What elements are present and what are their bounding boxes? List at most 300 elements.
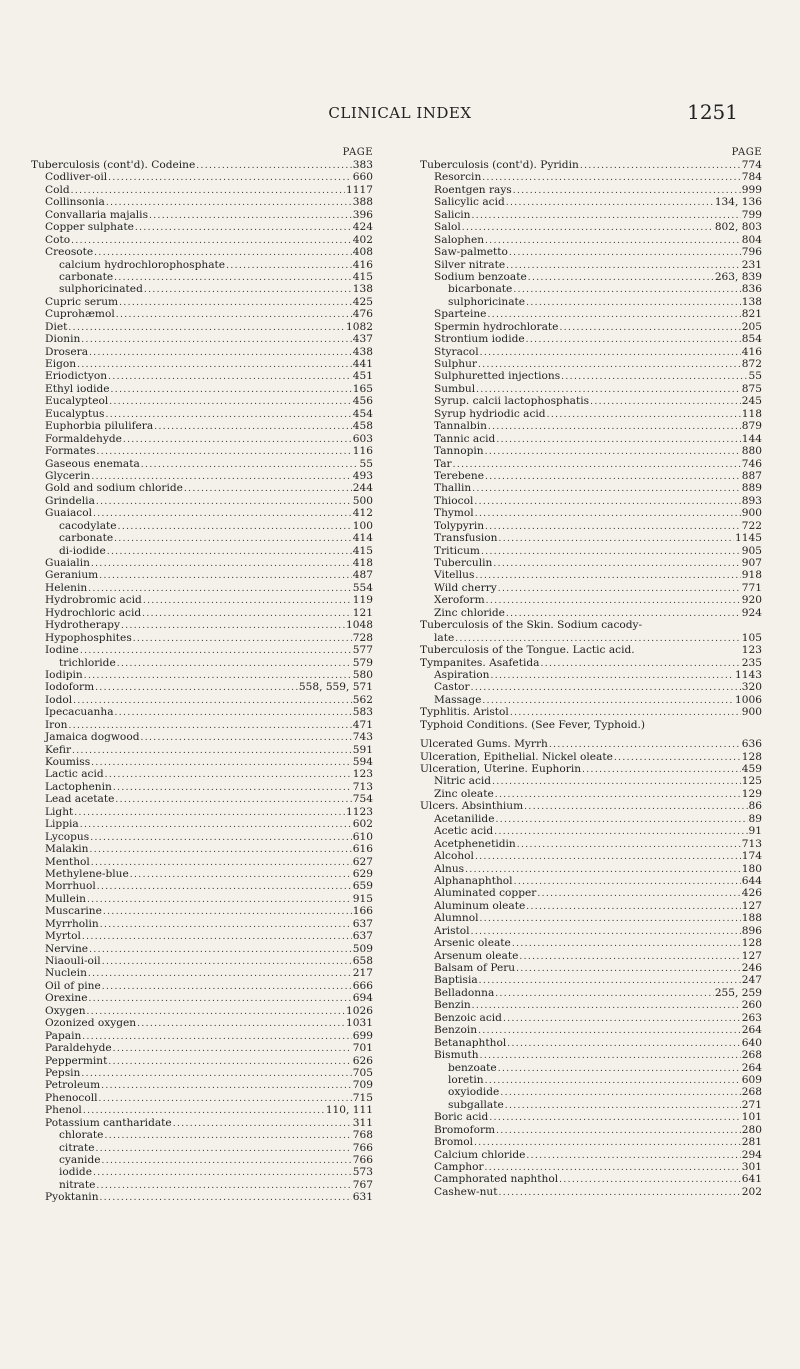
index-term: Terebene [434,469,484,482]
index-term: Hydrotherapy [45,619,120,632]
page-reference: 416 [741,345,762,358]
leader-dots [108,1056,351,1067]
leader-dots [475,508,741,519]
page-reference: 128 [741,750,762,763]
index-term: Sparteine [434,308,487,321]
index-entry [420,594,762,606]
index-term: Oil of pine [45,979,101,992]
index-entry [420,788,762,800]
index-term: Acetic acid [434,825,494,838]
index-term: Gold and sodium chloride [45,482,183,495]
page-reference: 879 [741,420,762,433]
leader-dots [472,1000,741,1011]
index-term: Aristol [434,924,470,937]
page-reference: 294 [741,1148,762,1161]
index-term: Aluminated copper [434,887,537,900]
page-reference: 500 [352,494,373,507]
leader-dots [526,297,741,308]
leader-dots [500,1087,740,1098]
index-term: trichloride [59,656,116,669]
index-term: Tuberculosis of the Tongue. Lactic acid. [420,644,635,657]
page-reference: 320 [741,681,762,694]
page-reference: 268 [741,1049,762,1062]
index-entry [31,520,373,532]
leader-dots [105,769,352,780]
index-entry [420,763,762,775]
leader-dots [99,1093,352,1104]
index-term: Thiocol [434,494,474,507]
index-entry [420,495,762,507]
index-term: Ulceration, Uterine. Euphorin [420,763,582,775]
page-reference: 872 [741,358,762,370]
leader-dots [97,446,352,457]
leader-dots [90,844,352,855]
page-reference: 280 [741,1123,762,1136]
index-entry [420,974,762,986]
index-term: Morrhuol [45,880,96,893]
index-entry [420,1149,762,1161]
leader-dots [455,633,741,644]
index-term: Myrtol [45,930,81,943]
page-reference: 836 [741,283,762,296]
index-term: oxyiodide [448,1086,500,1099]
index-entry [31,1104,373,1116]
index-entry [420,209,762,221]
page-reference: 915 [352,892,373,905]
index-entry [420,557,762,569]
page-reference: 629 [352,867,373,880]
index-entry [420,619,762,631]
index-entry [31,184,373,196]
page-reference: 796 [741,246,762,259]
index-entry [31,781,373,793]
page-reference: 591 [352,743,373,756]
leader-dots [91,857,352,868]
page-reference: 577 [352,644,373,657]
page-reference: 396 [352,208,373,221]
index-term: Cuprohæmol [45,308,115,321]
leader-dots [472,210,741,221]
index-entry [420,433,762,445]
page-reference: 1117 [346,183,373,196]
index-entry [31,433,373,445]
index-term: Ethyl iodide [45,382,110,395]
leader-dots [89,347,352,358]
index-term: Collinsonia [45,196,105,209]
leader-dots [480,913,741,924]
leader-dots [480,1050,741,1061]
leader-dots [101,1080,352,1091]
index-term: carbonate [59,532,114,545]
index-term: Paraldehyde [45,1042,112,1055]
leader-dots [495,789,741,800]
index-entry [31,296,373,308]
index-entry [31,868,373,880]
index-entry [420,850,762,862]
index-term: Orexine [45,992,88,1005]
index-term: Phenol [45,1104,82,1117]
index-column-left [31,147,373,1204]
index-entry [31,1067,373,1079]
page-reference: 887 [741,469,762,482]
index-term: Zinc chloride [434,606,505,619]
leader-dots [485,521,741,532]
leader-dots [118,521,352,532]
index-term: Iodine [45,644,79,657]
index-term: Jamaica dogwood [45,731,140,744]
index-term: Convallaria majalis [45,208,149,221]
leader-dots [481,546,741,557]
index-entry [420,395,762,407]
leader-dots [173,1118,352,1129]
leader-dots [105,409,351,420]
page-reference: 641 [741,1173,762,1186]
page-reference: 558, 559, 571 [298,681,373,694]
page-reference: 1006 [735,693,762,706]
index-entry [420,1173,762,1185]
index-entry [420,196,762,208]
index-entry [420,1161,762,1173]
index-entry [420,1086,762,1098]
index-entry [420,887,762,899]
index-term: Typhoid Conditions. (See Fever, Typhoid.) [420,718,645,731]
index-entry [31,569,373,581]
leader-dots [71,235,352,246]
leader-dots [507,1038,741,1049]
page-reference: 128 [741,937,762,950]
page-reference: 476 [352,308,373,321]
leader-dots [82,1031,351,1042]
index-term: Nitric acid [434,775,492,788]
page-reference: 1145 [735,532,762,545]
leader-dots [485,446,741,457]
index-entry [31,719,373,731]
leader-dots [561,371,747,382]
index-entry [31,470,373,482]
index-term: Tannic acid [434,432,496,445]
leader-dots [498,1063,741,1074]
leader-dots [499,1187,741,1198]
index-entry [420,296,762,308]
index-entry [31,321,373,333]
index-entry [420,408,762,420]
leader-dots [115,794,351,805]
page-reference: 86 [748,800,762,813]
index-term: Acetanilide [434,812,495,825]
index-entry [31,992,373,1004]
leader-dots [88,993,351,1004]
page-reference: 713 [741,837,762,850]
index-entry [31,383,373,395]
index-term: Potassium cantharidate [45,1116,172,1129]
leader-dots [137,1018,345,1029]
index-entry [420,1012,762,1024]
leader-dots [485,471,741,482]
page-reference: 603 [352,432,373,445]
leader-dots [492,776,741,787]
page-reference: 713 [352,780,373,793]
index-entry [31,1005,373,1017]
index-entry [420,482,762,494]
page-reference: 454 [352,407,373,420]
page-reference: 415 [352,270,373,283]
index-entry [31,346,373,358]
index-term: Menthol [45,855,90,868]
page-reference: 743 [352,731,373,744]
index-entry [31,420,373,432]
leader-dots [96,1143,352,1154]
index-entry [420,358,762,370]
leader-dots [498,583,741,594]
leader-dots [96,1180,351,1191]
index-term: Geranium [45,569,99,582]
page-reference: 205 [741,320,762,333]
page-reference: 594 [352,756,373,768]
leader-dots [103,906,352,917]
index-term: Glycerin [45,469,91,482]
index-entry [31,880,373,892]
index-term: Lead acetate [45,793,115,806]
leader-dots [495,814,747,825]
page-reference: 637 [352,930,373,943]
leader-dots [94,247,352,258]
leader-dots [506,608,741,619]
leader-dots [513,284,740,295]
leader-dots [580,160,741,171]
page-reference: 424 [352,221,373,234]
index-entry [420,445,762,457]
leader-dots [133,633,352,644]
leader-dots [95,682,298,693]
page-reference: 640 [741,1036,762,1049]
index-entry [420,838,762,850]
leader-dots [524,801,747,812]
index-term: Wild cherry [434,581,497,594]
index-term: Sulphur [434,358,477,370]
index-term: subgallate [448,1098,504,1111]
index-term: Arsenum oleate [434,949,519,962]
index-term: Kefir [45,743,72,756]
leader-dots [102,981,352,992]
leader-dots [493,558,740,569]
index-entry [420,925,762,937]
page-reference: 119 [352,594,373,607]
leader-dots [582,764,741,775]
page-reference: 660 [352,171,373,184]
index-term: Saw-palmetto [434,246,508,259]
page-reference: 441 [352,358,373,370]
page-reference: 127 [741,899,762,912]
leader-dots [82,931,352,942]
index-entry [31,644,373,656]
leader-dots [93,1167,352,1178]
page-reference: 799 [741,208,762,221]
page-reference: 784 [741,171,762,184]
page-reference: 458 [352,420,373,433]
index-entry [420,507,762,519]
page-reference: 144 [741,432,762,445]
leader-dots [513,185,741,196]
index-entry [420,657,762,669]
page-reference: 768 [352,1129,373,1142]
index-entry [420,937,762,949]
index-entry [420,644,762,656]
index-entry [420,999,762,1011]
page-reference: 264 [741,1024,762,1037]
index-term: Cupric serum [45,295,119,308]
page-reference: 125 [741,775,762,788]
page-reference: 821 [741,308,762,321]
page-reference: 487 [352,569,373,582]
page-reference: 889 [741,482,762,495]
index-term: Sodium benzoate [434,270,527,283]
leader-dots [475,570,740,581]
index-entry [31,818,373,830]
page-reference: 138 [352,283,373,296]
page-reference: 609 [741,1073,762,1086]
page-reference: 165 [352,382,373,395]
index-entry [420,694,762,706]
index-entry [420,346,762,358]
leader-dots [80,645,352,656]
page-reference: 116 [352,445,373,458]
index-term: carbonate [59,270,114,283]
page-reference: 1123 [346,805,373,818]
index-entry [31,980,373,992]
index-term: Tar [434,457,452,470]
page-reference: 263, 839 [714,270,762,283]
index-entry [31,856,373,868]
leader-dots [74,807,345,818]
page-reference: 754 [352,793,373,806]
leader-dots [140,732,351,743]
index-entry [31,333,373,345]
leader-dots [77,359,352,370]
page-reference: 562 [352,693,373,706]
index-term: Bismuth [434,1049,479,1062]
index-term: calcium hydrochlorophosphate [59,258,226,271]
index-entry [420,987,762,999]
leader-dots [547,409,741,420]
index-term: loretin [448,1073,484,1086]
page-reference: 255, 259 [714,986,762,999]
page-reference: 118 [741,407,762,420]
page-reference: 626 [352,1054,373,1067]
index-term: Balsam of Peru [434,962,516,974]
index-term: Coto [45,233,71,246]
index-entry [420,545,762,557]
index-entry [420,1124,762,1136]
page-reference: 636 [741,738,762,751]
page-reference: 907 [741,557,762,569]
leader-dots [517,839,741,850]
index-entry [31,594,373,606]
page-reference: 55 [359,457,373,470]
page-reference: 1031 [346,1017,373,1030]
page-reference: 416 [352,258,373,271]
leader-dots [87,1006,346,1017]
index-term: Benzoic acid [434,1011,502,1024]
index-entry [31,731,373,743]
leader-dots [495,988,714,999]
index-term: Ozonized oxygen [45,1017,137,1030]
leader-dots [68,720,351,731]
leader-dots [549,739,741,750]
index-term: Iodipin [45,668,83,681]
index-entry [420,1049,762,1061]
index-entry [31,607,373,619]
leader-dots [102,956,352,967]
index-term: Lactophenin [45,780,112,793]
index-entry [420,863,762,875]
page-reference: 875 [741,382,762,395]
page-reference: 415 [352,544,373,557]
index-term: Lycopus [45,830,90,843]
index-term: Salicylic acid [434,196,505,209]
index-entry [31,545,373,557]
index-term: Tympanites. Asafetida [420,656,540,669]
page-reference: 437 [352,333,373,346]
page-reference: 402 [352,233,373,246]
index-term: Syrup. calcii lactophosphatis [434,395,590,408]
leader-dots [471,926,741,937]
index-term: di-iodide [59,544,106,557]
leader-dots [97,881,352,892]
page-reference: 55 [748,370,762,383]
page-reference: 554 [352,581,373,594]
index-term: Belladonna [434,986,495,999]
index-term: Papain [45,1029,82,1042]
page-reference: 471 [352,718,373,731]
index-entry [31,209,373,221]
index-entry [31,694,373,706]
leader-dots [113,1043,352,1054]
index-entry [31,370,373,382]
index-term: Triticum [434,544,480,557]
index-term: Peppermint [45,1054,108,1067]
index-term: Drosera [45,345,89,358]
index-term: Alnus [434,862,465,875]
page-reference: 509 [352,942,373,955]
page-reference: 408 [352,246,373,259]
index-term: sulphoricinate [448,295,526,308]
page-reference: 89 [748,812,762,825]
index-term: Phenocoll [45,1091,98,1104]
leader-dots [489,1112,740,1123]
page-reference: 281 [741,1136,762,1149]
leader-dots [488,421,741,432]
index-entry [31,1030,373,1042]
leader-dots [471,682,741,693]
page-reference: 771 [741,581,762,594]
index-entry [420,470,762,482]
page-reference: 127 [741,949,762,962]
index-term: Methylene-blue [45,867,129,880]
leader-dots [80,819,352,830]
index-entry [420,321,762,333]
page-reference: 1026 [346,1004,373,1017]
leader-dots [559,1174,741,1185]
page-reference: 244 [352,482,373,495]
leader-dots [84,670,352,681]
leader-dots [114,533,352,544]
index-term: bicarbonate [448,283,513,296]
index-entry [31,1191,373,1203]
index-term: Hydrobromic acid [45,594,142,607]
index-term: Iodol [45,693,73,706]
leader-dots [100,919,352,930]
leader-dots [130,869,352,880]
